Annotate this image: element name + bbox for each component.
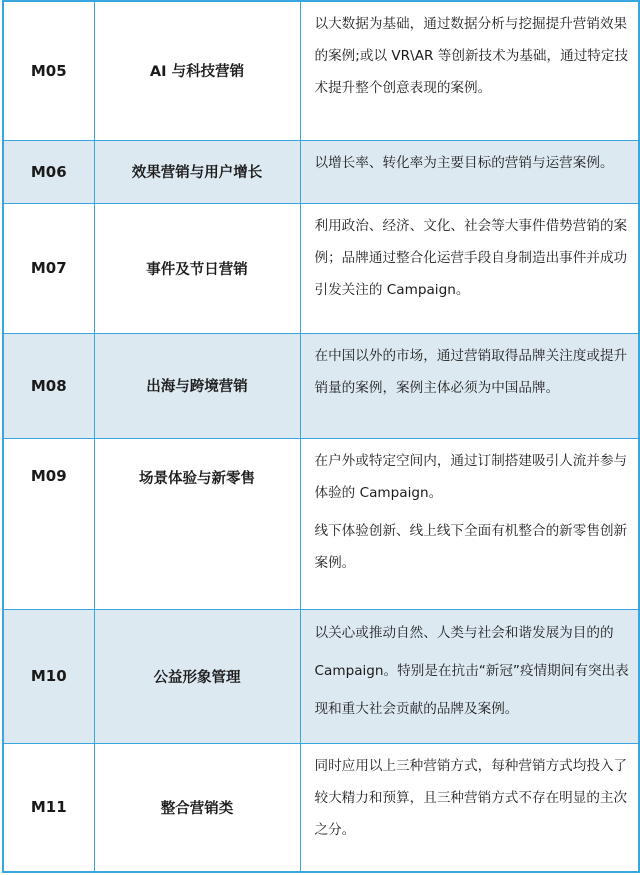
category-name: 公益形象管理 (94, 609, 300, 743)
category-table (2, 0, 640, 873)
category-description (300, 333, 639, 438)
category-description (300, 743, 639, 872)
table-row (3, 438, 639, 609)
category-name: AI 与科技营销 (94, 1, 300, 140)
description-paragraph: 以大数据为基础，通过数据分析与挖掘提升营销效果的案例;或以 VR\AR 等创新技术为基础，通过特定技术提升整个创意表现的案例。 (314, 16, 629, 96)
category-code: M11 (3, 743, 94, 872)
table-row (3, 333, 639, 438)
category-code: M08 (3, 333, 94, 438)
category-code: M06 (3, 140, 94, 203)
category-code: M05 (3, 1, 94, 140)
category-description (300, 140, 639, 203)
category-name: 场景体验与新零售 (94, 438, 300, 609)
category-name: 整合营销类 (94, 743, 300, 872)
description-paragraph: 在中国以外的市场，通过营销取得品牌关注度或提升销量的案例，案例主体必须为中国品牌。 (314, 347, 628, 396)
category-description (300, 438, 639, 609)
table-row (3, 743, 639, 872)
category-name: 效果营销与用户增长 (94, 140, 300, 203)
category-code: M07 (3, 203, 94, 333)
category-description (300, 1, 639, 140)
description-paragraph: 同时应用以上三种营销方式，每种营销方式均投入了较大精力和预算，且三种营销方式不存在明显的主次之分。 (314, 757, 628, 838)
description-paragraph: 以关心或推动自然、人类与社会和谐发展为目的的 Campaign。特别是在抗击“新冠”疫情期间有突出表现和重大社会贡献的品牌及案例。 (314, 624, 629, 717)
description-paragraph: 线下体验创新、线上线下全面有机整合的新零售创新案例。 (314, 522, 628, 571)
table-row (3, 1, 639, 140)
category-name: 事件及节日营销 (94, 203, 300, 333)
description-paragraph: 利用政治、经济、文化、社会等大事件借势营销的案例；品牌通过整合化运营手段自身制造出事件并成功引发关注的 Campaign。 (314, 217, 628, 298)
table-row (3, 609, 639, 743)
description-paragraph: 以增长率、转化率为主要目标的营销与运营案例。 (314, 154, 614, 171)
category-code: M10 (3, 609, 94, 743)
description-paragraph: 在户外或特定空间内，通过订制搭建吸引人流并参与体验的 Campaign。 (314, 452, 628, 501)
category-description (300, 203, 639, 333)
category-code: M09 (3, 438, 94, 609)
category-name: 出海与跨境营销 (94, 333, 300, 438)
category-description (300, 609, 639, 743)
table-row (3, 140, 639, 203)
table-row (3, 203, 639, 333)
